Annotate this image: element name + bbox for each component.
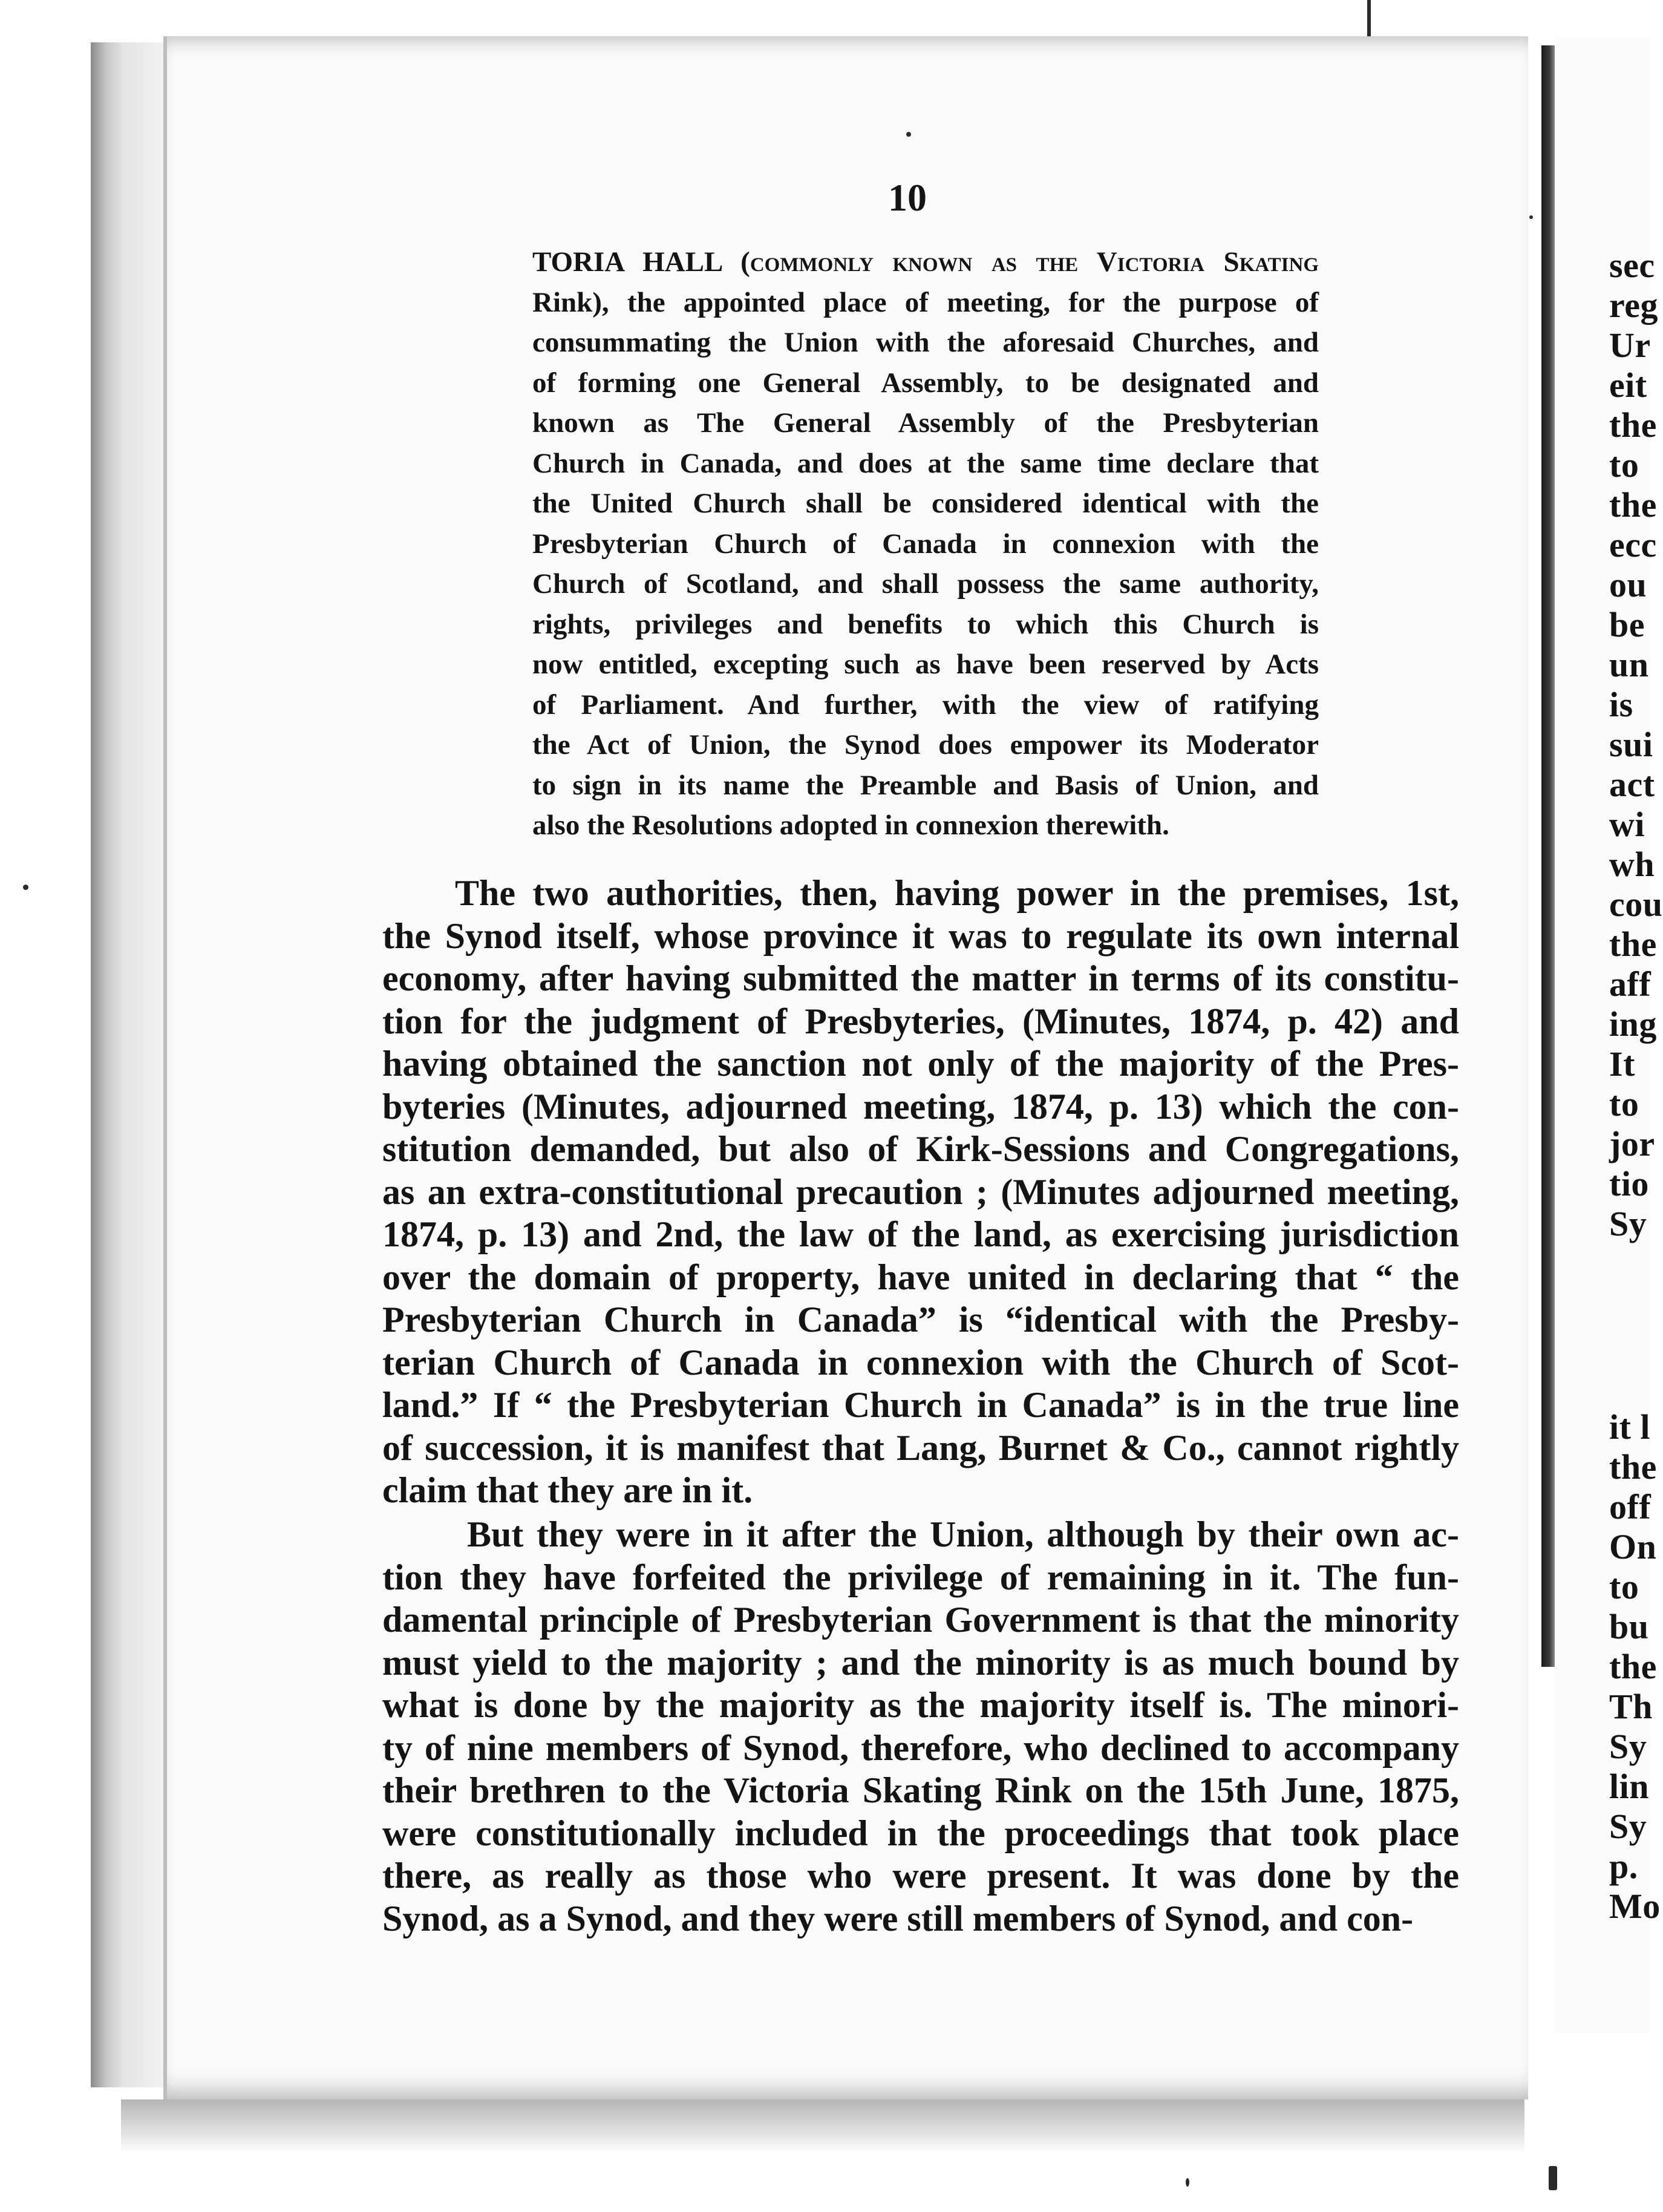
page-bottom-shadow [121,2099,1524,2154]
text-line: stitution demanded, but also of Kirk-Sessions and Congregations, [382,1129,1459,1169]
text-line: now entitled, excepting such as have been reserved by Acts [532,649,1319,680]
text-line: tion for the judgment of Presbyteries, (Minutes, 1874, p. 42) and [382,1001,1459,1041]
text-line: Presbyterian Church of Canada in connexion with the [532,528,1319,560]
text-line: were constitutionally included in the proceedings that took place [382,1813,1459,1853]
next-page-fragment: ing [1609,1004,1657,1044]
text-line: Synod, as a Synod, and they were still members of Synod, and con- [382,1898,1414,1939]
next-page-fragment: reg [1609,286,1658,325]
text-line: Church of Scotland, and shall possess the same authority, [532,568,1319,600]
text-line: what is done by the majority as the majority itself is. The minori- [382,1685,1459,1725]
next-page-fragment: to [1609,1084,1639,1124]
next-page-fragment: aff [1609,964,1652,1004]
next-page-fragment: off [1609,1487,1652,1526]
text-line: Presbyterian Church in Canada” is “identical with the Presby- [382,1300,1459,1340]
text-line: of Parliament. And further, with the view of ratifying [532,689,1319,721]
next-page-fragment: Sy [1609,1727,1647,1766]
next-page-fragment: jor [1609,1124,1655,1163]
next-page-fragment: act [1609,765,1655,804]
scan-speck [1549,2166,1557,2190]
next-page-fragment: Th [1609,1687,1653,1726]
next-page-fragment: bu [1609,1607,1649,1646]
next-page-fragment: ecc [1609,525,1657,564]
scan-speck [1186,2178,1189,2187]
next-page-fragment: sui [1609,725,1653,764]
text-line: the Synod itself, whose province it was to regulate its own internal [382,915,1459,956]
next-page-fragment: It [1609,1044,1635,1084]
next-page-fragment: the [1609,1647,1657,1686]
next-page-fragment: lin [1609,1767,1649,1806]
next-page-fragment: p. [1609,1847,1638,1886]
page-number: 10 [888,176,927,219]
next-page-fragment: the [1609,1447,1657,1487]
next-page-fragment: the [1609,924,1657,964]
next-page-fragment: to [1609,445,1639,485]
scan-speck [23,885,28,890]
scan-speck [906,132,911,137]
text-line: their brethren to the Victoria Skating Rink on the 15th June, 1875, [382,1770,1459,1810]
next-page-fragment: Mo [1609,1886,1661,1926]
next-page-fragment: Sy [1609,1204,1647,1243]
next-page-fragment: to [1609,1567,1639,1606]
text-line: byteries (Minutes, adjourned meeting, 1874, p. 13) which the con- [382,1086,1459,1127]
text-line: the United Church shall be considered identical with the [532,488,1319,519]
next-page-fragment: wh [1609,845,1655,884]
text-line: consummating the Union with the aforesaid Churches, and [532,327,1319,358]
next-page-fragment: the [1609,485,1657,525]
next-page-fragment: tio [1609,1164,1649,1203]
text-line: as an extra-constitutional precaution ; (Minutes adjourned meeting, [382,1171,1459,1212]
text-line: tion they have forfeited the privilege of remaining in it. The fun- [382,1557,1459,1597]
next-page-fragment: sec [1609,246,1655,285]
text-line: land.” If “ the Presbyterian Church in Canada” is in the true line [382,1385,1459,1425]
next-page-fragment: On [1609,1527,1657,1566]
next-page-fragment: Ur [1609,326,1651,365]
text-line: also the Resolutions adopted in connexion therewith. [532,810,1169,841]
next-page-fragment: the [1609,405,1657,445]
text-line: ty of nine members of Synod, therefore, who declined to accompany [382,1727,1459,1768]
next-page-fragment: it l [1609,1407,1651,1447]
text-line: to sign in its name the Preamble and Basis of Union, and [532,769,1319,801]
next-page-fragment: un [1609,645,1649,684]
scan-speck [1529,215,1533,219]
text-line: 1874, p. 13) and 2nd, the law of the land, as exercising jurisdiction [382,1214,1459,1254]
text-line: rights, privileges and benefits to which this Church is [532,608,1319,640]
text-line: The two authorities, then, having power in the premises, 1st, [455,873,1459,913]
next-page-fragment: ou [1609,565,1647,604]
text-line: over the domain of property, have united in declaring that “ the [382,1257,1459,1297]
next-page-fragment: wi [1609,805,1645,844]
next-page-fragment: Sy [1609,1807,1647,1846]
text-line: Church in Canada, and does at the same time declare that [532,447,1319,479]
text-line: having obtained the sanction not only of the majority of the Pres- [382,1044,1459,1084]
next-page-fragment: is [1609,685,1633,724]
text-line: of forming one General Assembly, to be designated and [532,367,1319,399]
next-page-fragment: cou [1609,885,1663,924]
text-line: known as The General Assembly of the Presbyterian [532,407,1319,439]
text-line: the Act of Union, the Synod does empower its Moderator [532,729,1319,761]
text-line: TORIA HALL (commonly known as the Victoria Skating [532,246,1319,278]
text-line: economy, after having submitted the matter in terms of its constitu- [382,958,1459,998]
text-line: But they were in it after the Union, although by their own ac- [467,1514,1459,1554]
book-edge [91,42,163,2087]
book-gutter [1541,45,1555,1667]
text-line: Rink), the appointed place of meeting, for the purpose of [532,286,1319,318]
text-line: must yield to the majority ; and the minority is as much bound by [382,1642,1459,1683]
text-line: claim that they are in it. [382,1470,753,1510]
text-line: of succession, it is manifest that Lang, Burnet & Co., cannot rightly [382,1427,1459,1468]
next-page-fragment: be [1609,605,1645,644]
text-line: terian Church of Canada in connexion with the Church of Scot- [382,1342,1459,1382]
text-line: damental principle of Presbyterian Government is that the minority [382,1600,1459,1640]
text-line: there, as really as those who were present. It was done by the [382,1856,1459,1896]
next-page-fragment: eit [1609,365,1647,405]
